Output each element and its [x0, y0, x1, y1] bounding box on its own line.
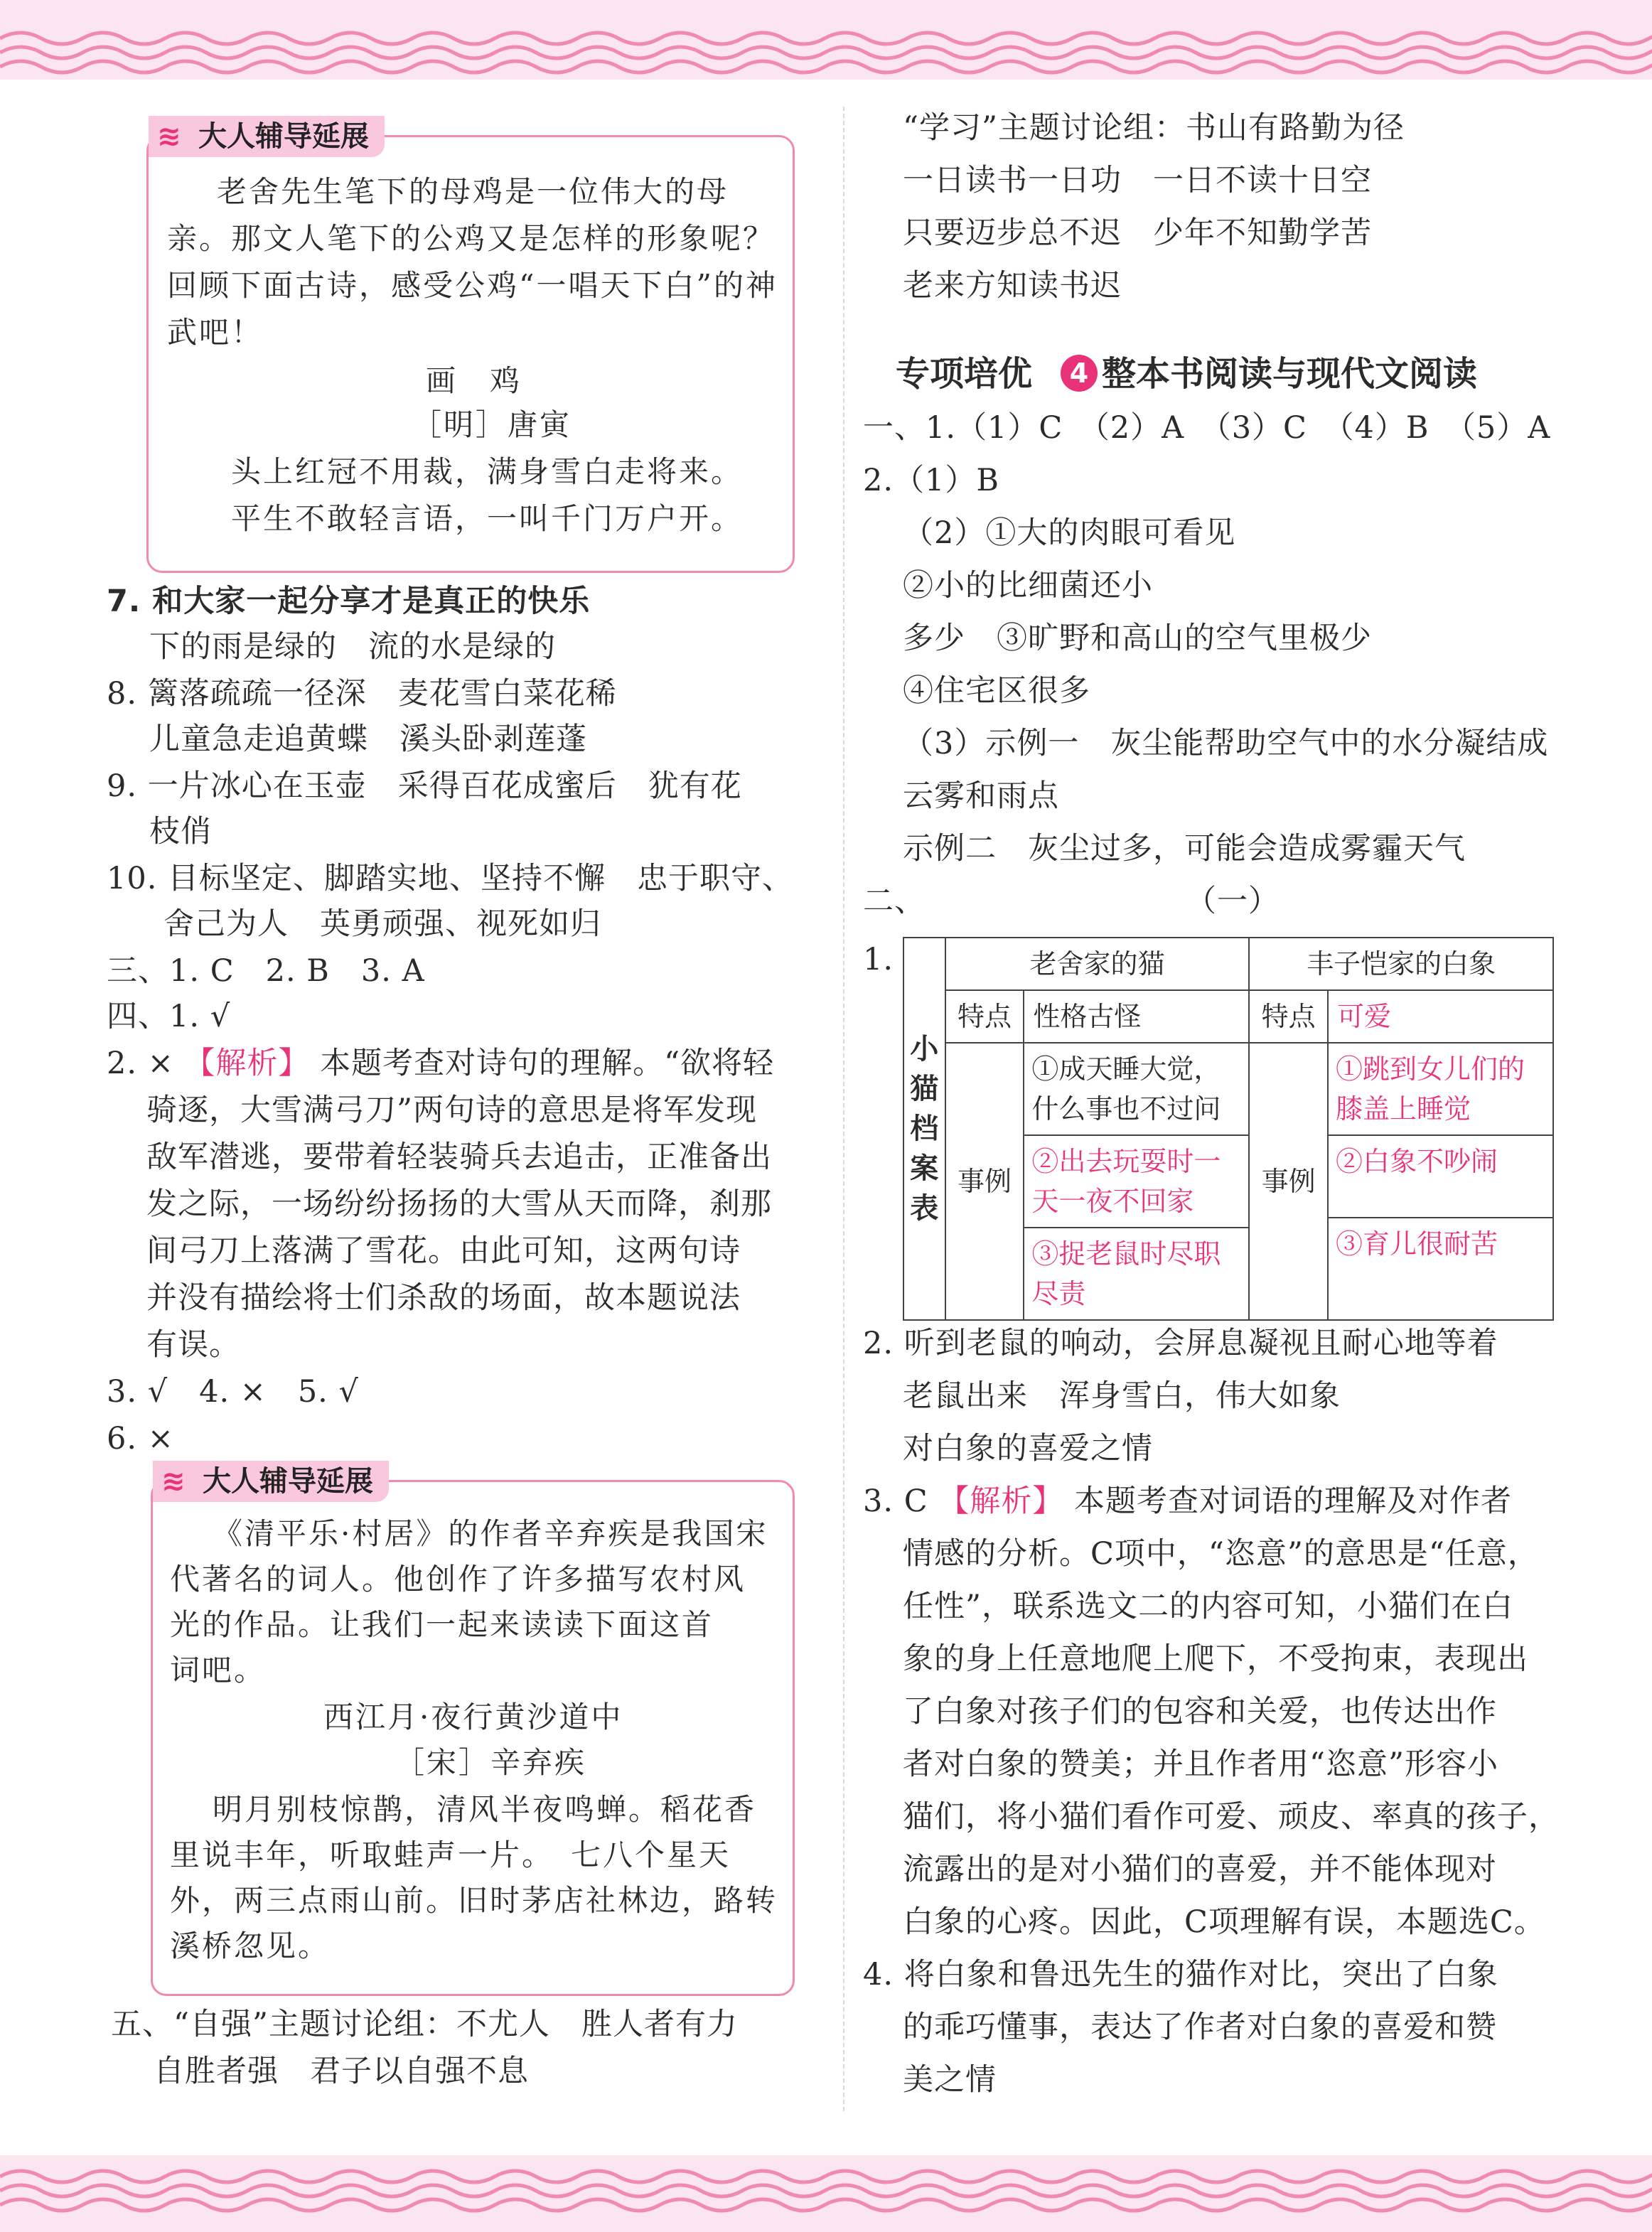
table-cell-examples — [1024, 1043, 1249, 1320]
table-cell-trait-label: 特点 — [945, 990, 1024, 1043]
table-cell-trait-value: 可爱 — [1328, 990, 1553, 1043]
study-line: “学习”主题讨论组：书山有路勤为径 — [903, 110, 1405, 146]
part-1-q2-line: 多少 ③旷野和高山的空气里极少 — [903, 621, 1372, 656]
box-line: 词吧。 — [170, 1653, 267, 1688]
table-header-fengzikai: 丰子恺家的白象 — [1249, 938, 1553, 990]
top-wave-decor — [0, 24, 1652, 81]
example-item: ①跳到女儿们的膝盖上睡觉 — [1329, 1043, 1552, 1136]
part-1-q2-line: 云雾和雨点 — [903, 778, 1059, 814]
cat-archive-table — [903, 937, 1554, 1321]
part-2-q1-label: 1. — [863, 942, 894, 977]
table-cell-trait-label: 特点 — [1249, 990, 1328, 1043]
analysis-line: 任性”，联系选文二的内容可知，小猫们在白 — [903, 1589, 1513, 1624]
bottom-wave-decor — [0, 2162, 1652, 2219]
box-line: 《清平乐·村居》的作者辛弃疾是我国宋 — [213, 1516, 768, 1551]
analysis-line: 并没有描绘将士们杀敌的场面，故本题说法 — [146, 1280, 741, 1316]
section-5-line-2: 自胜者强 君子以自强不息 — [154, 2054, 529, 2089]
part-1-q2-line: ②小的比细菌还小 — [903, 568, 1153, 603]
example-item: ①成天睡大觉，什么事也不过问 — [1024, 1043, 1248, 1136]
study-line: 一日读书一日功 一日不读十日空 — [903, 163, 1372, 198]
part-2-q4-line: 4. 将白象和鲁迅先生的猫作对比，突出了白象 — [863, 1957, 1498, 1992]
analysis-line: 敌军潜逃，要带着轻装骑兵去追击，正准备出 — [146, 1139, 772, 1175]
analysis-line: 有误。 — [146, 1327, 240, 1363]
box-line: 武吧！ — [167, 315, 264, 350]
answer-10b: 舍己为人 英勇顽强、视死如归 — [163, 906, 601, 942]
analysis-label: 【解析】 — [184, 1046, 310, 1081]
ci-line: 明月别枝惊鹊，清风半夜鸣蝉。稻花香 — [213, 1792, 757, 1827]
part-1-answers: 一、1.（1）C （2）A （3）C （4）B （5）A — [863, 410, 1551, 446]
section-number-badge: 4 — [1061, 355, 1098, 392]
ci-line: 溪桥忽见。 — [170, 1928, 331, 1963]
example-item: ②白象不吵闹 — [1329, 1136, 1552, 1218]
guidance-box-tag: ≋ 大人辅导延展 — [149, 116, 385, 157]
table-cell-example-label: 事例 — [1249, 1043, 1328, 1320]
section-4-answer-1: 四、1. √ — [107, 999, 231, 1034]
wave-mark-icon: ≋ — [161, 1465, 186, 1498]
table-cell-trait-value: 性格古怪 — [1024, 990, 1249, 1043]
box-line: 亲。那文人笔下的公鸡又是怎样的形象呢？ — [167, 221, 776, 256]
answer-8a: 8. 篱落疏疏一径深 麦花雪白菜花稀 — [107, 676, 617, 712]
poem-line: 平生不敢轻言语，一叫千门万户开。 — [231, 501, 744, 536]
poem-author: ［明］唐寅 — [412, 407, 572, 442]
analysis-line: 间弓刀上落满了雪花。由此可知，这两句诗 — [146, 1233, 741, 1269]
guidance-box-ci — [151, 1465, 795, 1996]
answer-7a: 7. 和大家一起分享才是真正的快乐 — [107, 584, 591, 619]
part-2-q2-line: 对白象的喜爱之情 — [903, 1431, 1153, 1466]
table-header-laoshe: 老舍家的猫 — [945, 938, 1250, 990]
part-1-q2-line: 示例二 灰尘过多，可能会造成雾霾天气 — [903, 831, 1466, 866]
section-5-line-1: 五、“自强”主题讨论组：不尤人 胜人者有力 — [111, 2007, 738, 2042]
wave-mark-icon: ≋ — [157, 120, 181, 153]
analysis-line: 猫们，将小猫们看作可爱、顽皮、率真的孩子， — [903, 1799, 1560, 1835]
analysis-line: 白象的心疼。因此，C项理解有误，本题选C。 — [903, 1904, 1545, 1940]
part-2-q4-line: 的乖巧懂事，表达了作者对白象的喜爱和赞 — [903, 2010, 1497, 2045]
table-cell-examples — [1328, 1043, 1553, 1320]
poem-title: 画 鸡 — [426, 363, 522, 398]
answer-9a: 9. 一片冰心在玉壶 采得百花成蜜后 犹有花 — [107, 768, 742, 804]
column-divider — [843, 107, 844, 2111]
study-line: 只要迈步总不迟 少年不知勤学苦 — [903, 215, 1372, 251]
answer-10a: 10. 目标坚定、脚踏实地、坚持不懈 忠于职守、 — [107, 861, 794, 896]
table-cell-example-label: 事例 — [945, 1043, 1024, 1320]
box-line: 代著名的词人。他创作了许多描写农村风 — [170, 1562, 746, 1597]
section-3-answers: 三、1. C 2. B 3. A — [107, 953, 425, 989]
ci-line: 外，两三点雨山前。旧时茅店社林边，路转 — [170, 1883, 778, 1918]
part-2-subheading: （一） — [1186, 884, 1280, 919]
ci-line: 里说丰年，听取蛙声一片。 七八个星天 — [170, 1837, 731, 1872]
answers-3-4-5: 3. √ 4. × 5. √ — [107, 1374, 359, 1410]
analysis-line: 骑逐，大雪满弓刀”两句诗的意思是将军发现 — [146, 1093, 757, 1128]
section-title: 专项培优 4 整本书阅读与现代文阅读 — [896, 354, 1478, 394]
part-1-q2-line: 2.（1）B — [863, 463, 999, 498]
answer-8b: 儿童急走追黄蝶 溪头卧剥莲蓬 — [149, 721, 587, 757]
poem-line: 头上红冠不用裁，满身雪白走将来。 — [231, 454, 744, 489]
part-2-label: 二、 — [863, 884, 926, 919]
part-2-q4-line: 美之情 — [903, 2062, 997, 2098]
example-item: ③捉老鼠时尽职尽责 — [1031, 1238, 1221, 1309]
ci-author: ［宋］辛弃疾 — [395, 1745, 587, 1780]
box-line: 老舍先生笔下的母鸡是一位伟大的母 — [217, 174, 729, 209]
box-line: 回顾下面古诗，感受公鸡“一唱天下白”的神 — [167, 268, 778, 303]
part-1-q2-line: ④住宅区很多 — [903, 673, 1090, 709]
study-line: 老来方知读书迟 — [903, 268, 1122, 304]
example-item: ②出去玩耍时一天一夜不回家 — [1024, 1136, 1248, 1228]
ci-title: 西江月·夜行黄沙道中 — [323, 1700, 623, 1734]
analysis-line: 发之际，一场纷纷扬扬的大雪从天而降，刹那 — [146, 1186, 772, 1222]
guidance-box-tag: ≋ 大人辅导延展 — [153, 1461, 389, 1502]
analysis-line: 情感的分析。C项中，“恣意”的意思是“任意， — [903, 1536, 1539, 1572]
analysis-line: 流露出的是对小猫们的喜爱，并不能体现对 — [903, 1852, 1497, 1887]
part-2-q2-line: 老鼠出来 浑身雪白，伟大如象 — [903, 1378, 1341, 1414]
part-2-q2-line: 2. 听到老鼠的响动，会屏息凝视且耐心地等着 — [863, 1326, 1498, 1361]
analysis-line: 象的身上任意地爬上爬下，不受拘束，表现出 — [903, 1641, 1528, 1677]
part-1-q2-line: （3）示例一 灰尘能帮助空气中的水分凝结成 — [903, 726, 1549, 761]
analysis-line: 者对白象的赞美；并且作者用“恣意”形容小 — [903, 1747, 1498, 1782]
part-2-q3-first-line: 3. C 【解析】 本题考查对词语的理解及对作者 — [863, 1483, 1512, 1519]
example-item: ③育儿很耐苦 — [1336, 1228, 1498, 1260]
answer-9b: 枝俏 — [149, 814, 212, 849]
answer-4-2-first-line: 2. × 【解析】 本题考查对诗句的理解。“欲将轻 — [107, 1046, 775, 1081]
table-side-label: 小 猫 档 案 表 — [903, 938, 945, 1320]
analysis-line: 了白象对孩子们的包容和关爱，也传达出作 — [903, 1694, 1497, 1729]
part-1-q2-line: （2）①大的肉眼可看见 — [903, 515, 1236, 551]
analysis-label: 【解析】 — [938, 1483, 1064, 1519]
answer-7b: 下的雨是绿的 流的水是绿的 — [149, 629, 556, 665]
box-line: 光的作品。让我们一起来读读下面这首 — [170, 1607, 714, 1642]
guidance-box-poem — [146, 120, 795, 573]
answer-6: 6. × — [107, 1421, 174, 1456]
